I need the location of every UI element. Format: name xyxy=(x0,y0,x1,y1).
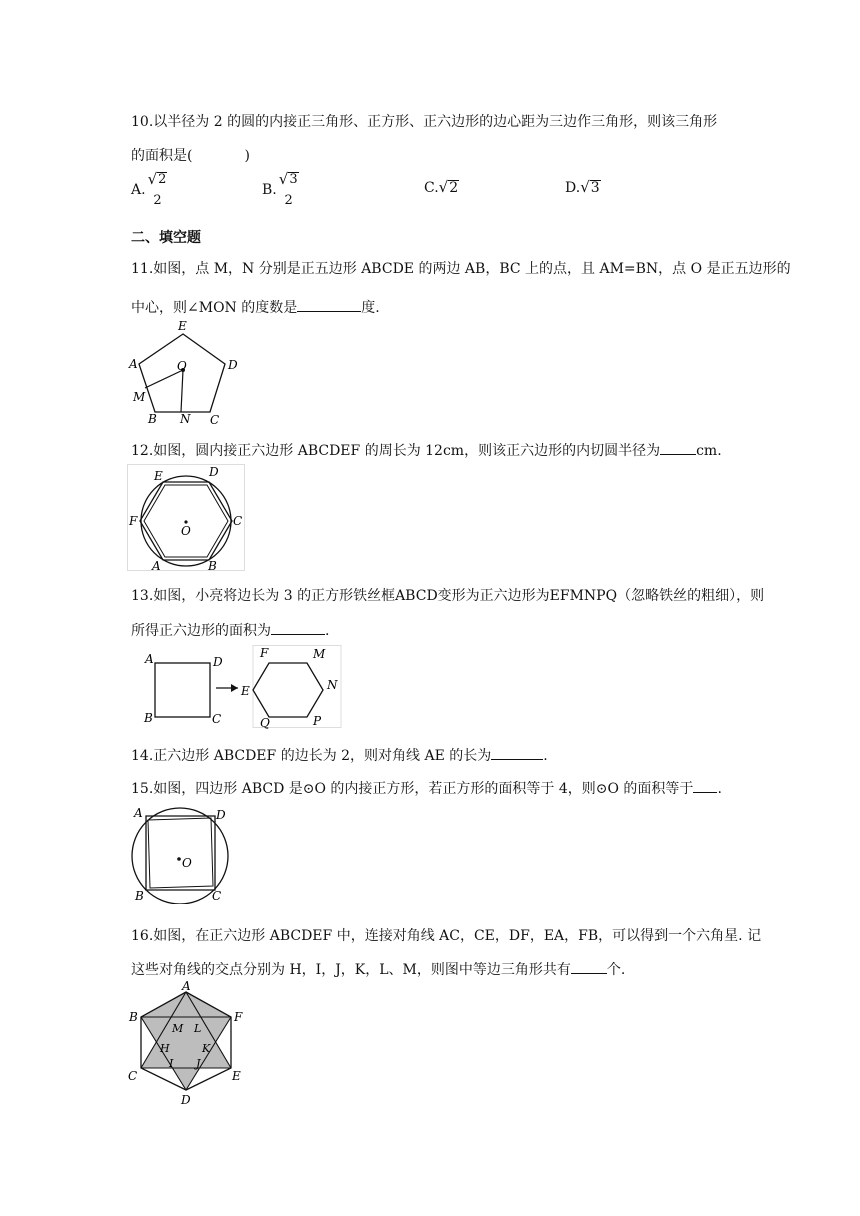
label-e: E xyxy=(178,319,187,333)
fraction: √ 2 2 xyxy=(147,170,167,209)
q13-line1: 13.如图，小亮将边长为 3 的正方形铁丝框ABCD变形为正六边形为EFMNPQ（忽略铁丝的粗细），则 xyxy=(131,588,765,604)
label-o: O xyxy=(177,359,187,373)
label-q: Q xyxy=(260,716,270,729)
label-k: K xyxy=(202,1042,211,1055)
fraction: √ 3 2 xyxy=(278,170,298,209)
answer-blank xyxy=(660,440,696,455)
q10-option-b xyxy=(262,172,299,207)
label-d: D xyxy=(209,465,219,479)
label-o: O xyxy=(182,856,192,870)
q10-line1: 10.以半径为 2 的圆的内接正三角形、正方形、正六边形的边心距为三边作三角形，则该三角形 xyxy=(131,114,718,130)
radicand: 3 xyxy=(289,172,298,187)
q11-line1: 11.如图，点 M，N 分别是正五边形 ABCDE 的两边 AB，BC 上的点，且 AM=BN，点 O 是正五边形的 xyxy=(131,261,791,277)
label-b: B xyxy=(144,711,153,725)
label-b: B xyxy=(148,412,157,426)
label-j: J xyxy=(196,1057,201,1070)
option-label: B. xyxy=(262,181,277,198)
q14-pre: 14.正六边形 ABCDEF 的边长为 2，则对角线 AE 的长为 xyxy=(131,748,492,764)
q10-option-a xyxy=(131,172,167,207)
label-o: O xyxy=(181,524,191,538)
label-m: M xyxy=(313,647,326,661)
label-e: E xyxy=(154,469,163,483)
q16-line2 xyxy=(131,959,625,979)
q10-line2-post: ) xyxy=(244,148,250,164)
label-d: D xyxy=(181,1093,191,1107)
denominator: 2 xyxy=(284,193,293,209)
label-h: H xyxy=(160,1042,170,1055)
q15-post: . xyxy=(717,781,722,797)
label-f: F xyxy=(260,646,269,660)
radicand: 3 xyxy=(590,180,600,196)
label-a: A xyxy=(134,806,143,820)
label-d: D xyxy=(216,808,226,822)
hexagon-circle-figure xyxy=(127,464,245,572)
q16-line2-pre: 这些对角线的交点分别为 H，I，J，K，L、M，则图中等边三角形共有 xyxy=(131,962,571,978)
denominator: 2 xyxy=(153,193,162,209)
label-d: D xyxy=(213,655,223,669)
label-c: C xyxy=(210,413,220,426)
answer-blank xyxy=(571,959,607,974)
hexagram-figure xyxy=(124,980,248,1112)
radicand: 2 xyxy=(158,172,167,187)
q13-line2-pre: 所得正六边形的面积为 xyxy=(131,623,271,639)
answer-blank xyxy=(693,778,717,793)
q14-text xyxy=(131,745,548,765)
label-b: B xyxy=(208,559,217,572)
q16-line1: 16.如图，在正六边形 ABCDEF 中，连接对角线 AC，CE，DF，EA，FB，可以得到一个六角星. 记 xyxy=(131,928,762,944)
answer-blank xyxy=(297,297,361,312)
label-p: P xyxy=(313,714,322,728)
q12-text xyxy=(131,440,722,460)
section-heading: 二、填空题 xyxy=(131,230,201,246)
q11-line2-pre: 中心，则∠MON 的度数是 xyxy=(131,300,298,316)
label-a: A xyxy=(145,652,154,666)
radicand: 2 xyxy=(449,180,459,196)
label-c: C xyxy=(212,889,222,903)
q15-pre: 15.如图，四边形 ABCD 是⊙O 的内接正方形，若正方形的面积等于 4，则⊙O 的面积等于 xyxy=(131,781,694,797)
label-c: C xyxy=(128,1069,138,1083)
label-e: E xyxy=(232,1069,241,1083)
q13-line2-post: . xyxy=(325,623,330,639)
q10-line2 xyxy=(131,145,250,165)
label-c: C xyxy=(212,712,222,726)
answer-blank xyxy=(491,745,543,760)
label-i: I xyxy=(169,1057,174,1070)
answer-blank xyxy=(271,620,325,635)
label-n: N xyxy=(327,678,338,692)
option-label: D. xyxy=(565,180,581,197)
q11-line2-post: 度. xyxy=(361,300,380,316)
label-a: A xyxy=(182,980,191,993)
q14-post: . xyxy=(543,748,548,764)
label-m: M xyxy=(172,1022,184,1035)
square-to-hexagon-figure xyxy=(140,645,342,729)
q12-pre: 12.如图，圆内接正六边形 ABCDEF 的周长为 12cm，则该正六边形的内切圆半径为 xyxy=(131,443,661,459)
label-n: N xyxy=(180,412,191,426)
label-c: C xyxy=(233,514,243,528)
q10-line2-pre: 的面积是( xyxy=(131,148,193,164)
label-m: M xyxy=(133,390,146,404)
label-a: A xyxy=(129,357,138,371)
q12-post: cm. xyxy=(696,443,722,459)
q11-line2 xyxy=(131,297,380,317)
q10-option-c: C. √ 2 xyxy=(424,178,459,197)
q16-line2-post: 个. xyxy=(606,962,626,978)
label-l: L xyxy=(194,1022,202,1035)
q10-option-d: D. √ 3 xyxy=(565,178,600,197)
option-label: A. xyxy=(131,181,146,198)
label-f: F xyxy=(129,514,138,528)
pentagon-figure xyxy=(128,318,240,426)
label-f: F xyxy=(234,1010,243,1024)
label-d: D xyxy=(228,358,238,372)
label-b: B xyxy=(129,1010,138,1024)
label-a: A xyxy=(152,559,161,572)
label-e: E xyxy=(241,684,250,698)
q13-line2 xyxy=(131,620,329,640)
label-b: B xyxy=(135,889,144,903)
q15-text xyxy=(131,778,722,798)
option-label: C. xyxy=(424,180,439,197)
circle-square-figure xyxy=(126,804,234,904)
